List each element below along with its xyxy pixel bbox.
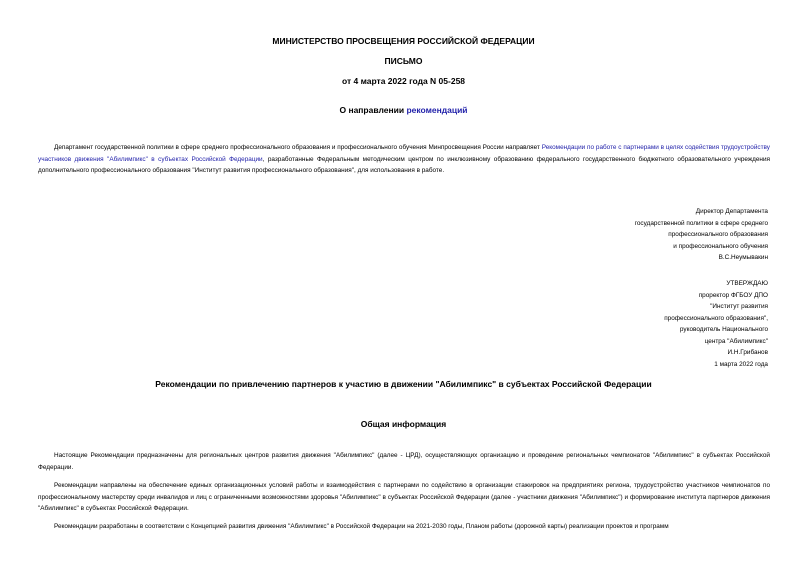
recommendations-title: Рекомендации по привлечению партнеров к участию в движении "Абилимпикс" в субъектах Российской Федерации (155, 379, 652, 389)
approval-line: руководитель Национального (679, 326, 768, 333)
recommendations-link[interactable]: Рекомендации по работе с партнерами в целях содействия трудоустройству участников движения "Абилимпикс" в субъектах Российской Федерации (38, 144, 770, 163)
approval-line: И.Н.Грибанов (727, 349, 768, 356)
subject-prefix: О направлении (339, 105, 407, 115)
body-paragraph-2: Рекомендации направлены на обеспечение единых организационных условий работы и взаимодействия с партнерами по содействию в организации стажировок на предприятиях региона, трудоустройство участников чемпионатов по профессиональному мастерству среди инвалидов и лиц с ограниченными возможностями здоровья "Абилимпикс" в субъектах Российской Федерации (далее - участники движения "Абилимпикс") и формирование института партнеров движения "Абилимпикс" в субъектах Российской Федерации. (38, 482, 770, 512)
subject-link[interactable]: рекомендаций (406, 105, 468, 115)
doc-type-heading: ПИСЬМО (384, 56, 423, 66)
intro-paragraph (38, 142, 770, 177)
signature-line: В.С.Неумывакин (718, 254, 768, 261)
approval-line: проректор ФГБОУ ДПО (698, 291, 768, 299)
body-paragraph-1: Настоящие Рекомендации предназначены для региональных центров развития движения "Абилимпикс" (далее - ЦРД), осуществляющих организацию и проведение региональных чемпионатов "Абилимпикс" в субъектах Российской Федерации. (38, 452, 770, 471)
intro-text-end: , разработанные Федеральным методическим центром по инклюзивному образованию федерального государственного бюджетного образовательного учреждения дополнительного профессионального образования "Институт развития профессионального образования", для использования в работе. (38, 155, 770, 174)
signature-line: профессионального образования (668, 231, 768, 238)
signature-line: Директор Департамента (695, 208, 768, 215)
approval-block (508, 278, 768, 370)
approval-line: центра "Абилимпикс" (704, 337, 768, 345)
signature-line: и профессионального обучения (673, 242, 768, 250)
doc-subject (0, 105, 807, 115)
approval-line: профессионального образования", (664, 314, 768, 322)
ministry-heading: МИНИСТЕРСТВО ПРОСВЕЩЕНИЯ РОССИЙСКОЙ ФЕДЕРАЦИИ (272, 36, 535, 46)
body-paragraph-3: Рекомендации разработаны в соответствии с Концепцией развития движения "Абилимпикс" в Российской Федерации на 2021-2030 годы, Планом работы (дорожной карты) реализации проектов и программ (54, 523, 669, 530)
signature-line: государственной политики в сфере среднего (634, 219, 768, 227)
director-signature (508, 206, 768, 264)
section-title: Общая информация (360, 419, 447, 429)
approval-line: УТВЕРЖДАЮ (726, 280, 768, 287)
doc-date-number: от 4 марта 2022 года N 05-258 (341, 76, 466, 86)
approval-line: "Институт развития (710, 303, 768, 310)
approval-line: 1 марта 2022 года (714, 360, 768, 368)
intro-text-start: Департамент государственной политики в сфере среднего профессионального образования и профессионального обучения Минпросвещения России направляет (54, 144, 542, 151)
